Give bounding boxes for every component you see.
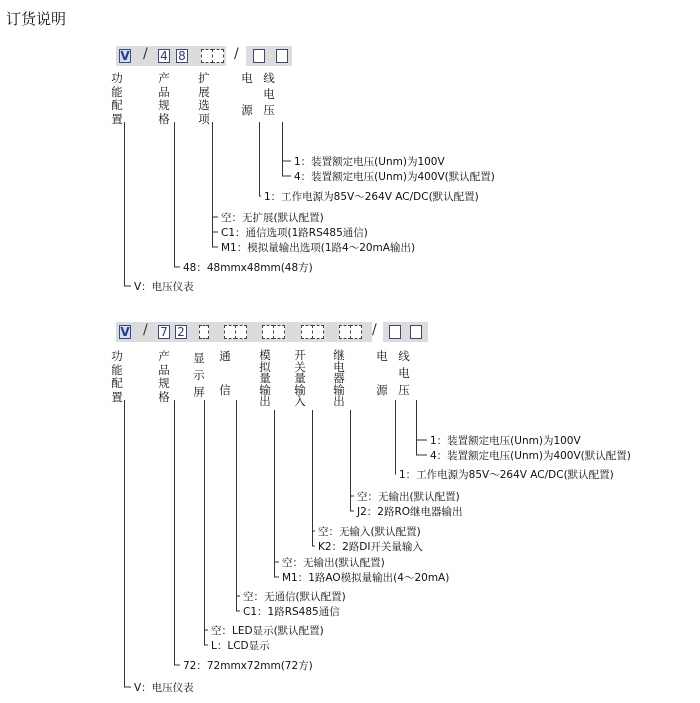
page-title: 订货说明 [6,10,67,28]
leader-line [237,400,241,611]
option-ext-c1: C1：通信选项(1路RS485通信) [221,227,368,239]
label-ext: 扩展选项 [198,71,210,126]
label-comm: 通 [219,349,231,363]
leader-line [396,400,397,474]
label-power: 电 [241,71,253,85]
leader-line [205,400,209,645]
label-power: 源 [376,383,388,397]
label-analog: 模拟量输出 [259,348,271,408]
option-switch-k2: K2：2路DI开关量输入 [318,541,423,553]
option-power: 1：工作电源为85V～264V AC/DC(默认配置) [399,469,614,481]
option-display-led: 空：LED显示(默认配置) [211,625,324,637]
leader-line [175,122,181,267]
option-spec-48: 48：48mmx48mm(48方) [183,262,313,274]
option-display-lcd: L：LCD显示 [211,640,270,652]
label-power: 源 [241,103,253,117]
option-voltage-100: 1：装置额定电压(Unm)为100V [294,156,445,168]
leader-line [213,122,219,247]
leader-line [275,410,280,577]
option-relay-j2: J2：2路RO继电器输出 [357,506,463,518]
option-analog-none: 空：无输出(默认配置) [282,557,385,569]
label-power: 电 [376,349,388,363]
code-function: V [120,49,130,63]
option-function-v: V：电压仪表 [134,281,194,293]
label-switch: 开关量输入 [294,348,306,408]
option-voltage-400: 4：装置额定电压(Unm)为400V(默认配置) [430,450,631,462]
leader-line [283,122,292,176]
separator: / [234,46,239,62]
option-spec-72: 72：72mmx72mm(72方) [183,660,313,672]
option-comm-c1: C1：1路RS485通信 [243,606,340,618]
label-function: 功能配置 [111,349,123,404]
label-line-voltage: 压 [263,103,275,117]
label-spec: 产品规格 [158,349,170,404]
separator: / [143,46,148,62]
option-analog-m1: M1：1路AO模拟量输出(4～20mA) [282,572,450,584]
label-display: 显示屏 [193,351,205,399]
option-voltage-400: 4：装置额定电压(Unm)为400V(默认配置) [294,171,495,183]
option-voltage-100: 1：装置额定电压(Unm)为100V [430,435,581,447]
label-comm: 信 [219,383,231,397]
label-relay: 继电器输出 [333,348,345,408]
leader-line [175,400,181,665]
option-ext-none: 空：无扩展(默认配置) [221,212,324,224]
option-function-v: V：电压仪表 [134,682,194,694]
option-relay-none: 空：无输出(默认配置) [357,491,460,503]
code-function: V [120,325,130,339]
code-spec-digit2: 2 [175,325,187,339]
option-ext-m1: M1：模拟量输出选项(1路4～20mA输出) [221,242,416,254]
code-spec-digit1: 7 [158,325,170,339]
option-power: 1：工作电源为85V～264V AC/DC(默认配置) [264,191,479,203]
leader-line [125,400,132,687]
label-line-voltage: 电 [398,366,410,380]
code-spec-digit1: 4 [158,49,170,63]
label-function: 功能配置 [111,71,123,126]
leader-line [260,122,262,196]
option-comm-none: 空：无通信(默认配置) [243,591,346,603]
leader-line [417,400,428,455]
code-spec-digit2: 8 [176,49,188,63]
separator: / [143,322,148,338]
label-line-voltage: 线 [263,71,275,85]
leader-line [313,410,316,546]
label-line-voltage: 线 [398,349,410,363]
label-spec: 产品规格 [158,71,170,126]
option-switch-none: 空：无输入(默认配置) [318,526,421,538]
label-line-voltage: 电 [263,87,275,101]
separator: / [372,322,377,338]
label-line-voltage: 压 [398,383,410,397]
leader-line [125,122,132,286]
